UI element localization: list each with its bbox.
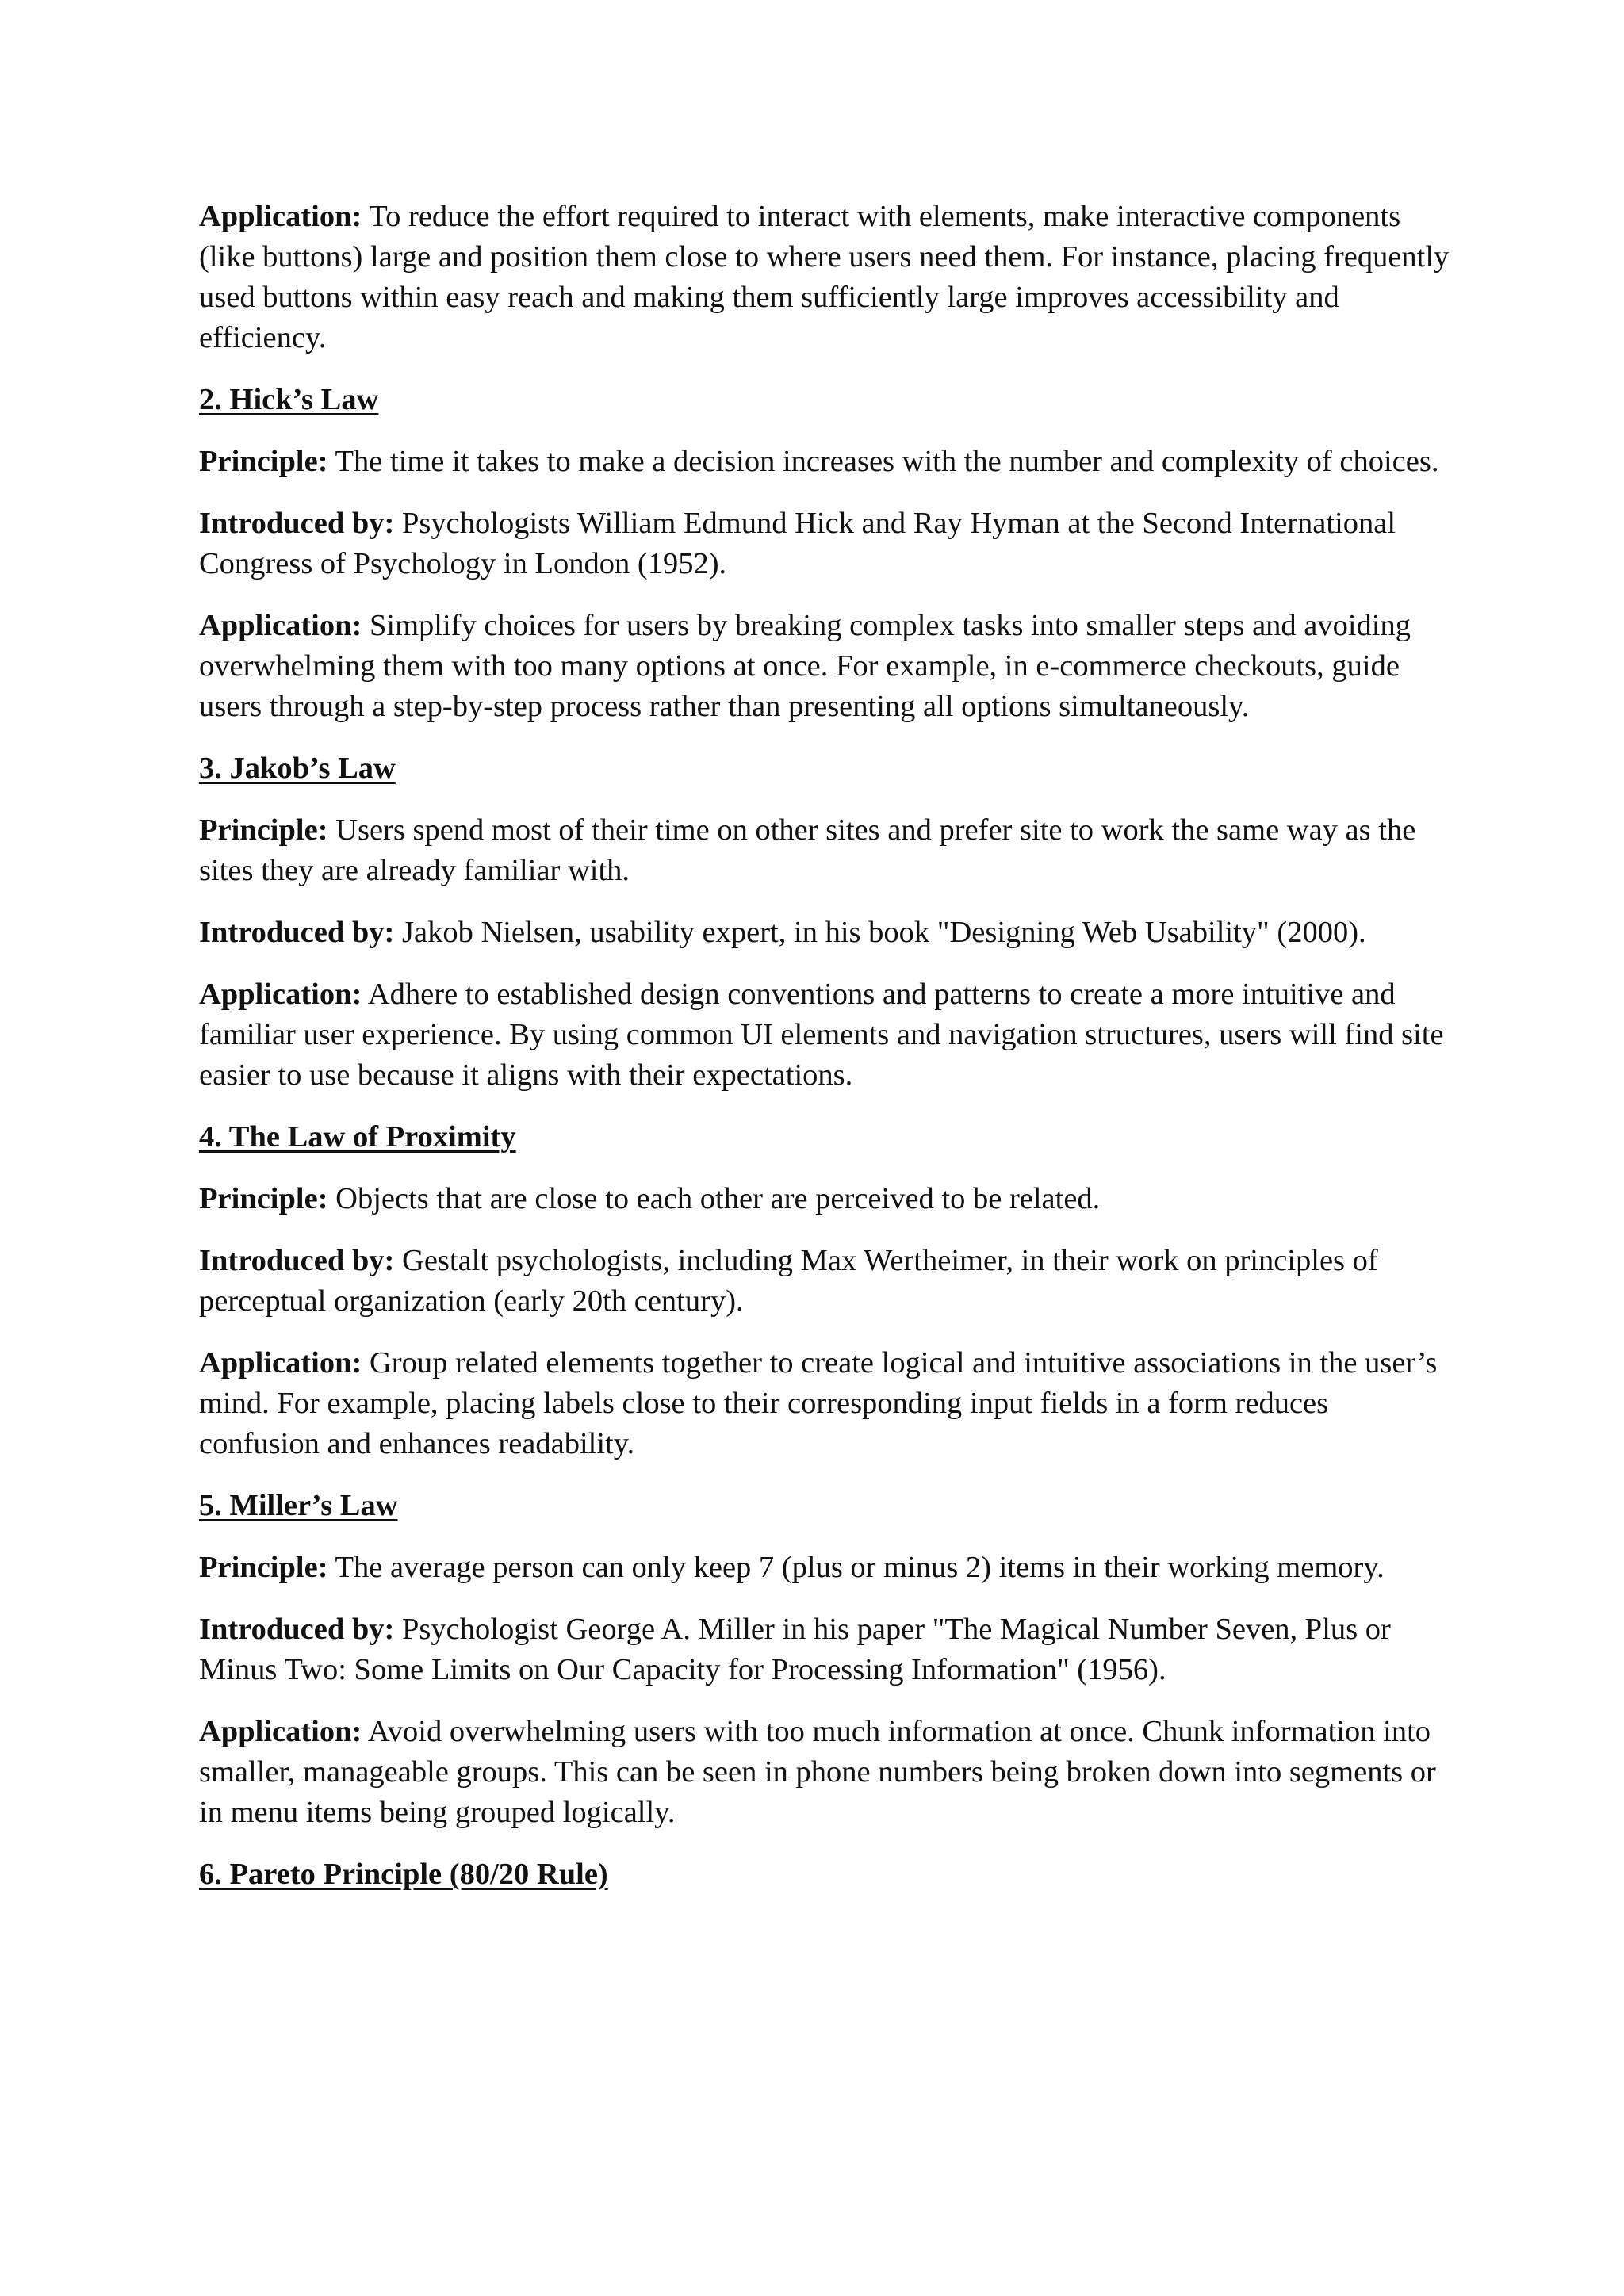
application-paragraph xyxy=(199,1343,1456,1464)
introduced-by-text: Psychologist George A. Miller in his paper "The Magical Number Seven, Plus or Minus Two: Some Limits on Our Capacity for Processing Information" (1956). xyxy=(199,1613,1391,1686)
application-text: To reduce the effort required to interact with elements, make interactive components (like buttons) large and position them close to where users need them. For instance, placing frequently used buttons within easy reach and making them sufficiently large improves accessibility and efficiency. xyxy=(199,200,1450,354)
principle-paragraph xyxy=(199,810,1456,891)
principle-paragraph xyxy=(199,1179,1456,1219)
document-page xyxy=(199,197,1456,1916)
principle-paragraph xyxy=(199,442,1456,482)
section-heading-law-of-proximity: 4. The Law of Proximity xyxy=(199,1120,516,1154)
introduced-by-label: Introduced by: xyxy=(199,1613,395,1646)
intro-application-paragraph xyxy=(199,197,1456,358)
principle-label: Principle: xyxy=(199,1551,328,1584)
introduced-by-paragraph xyxy=(199,1609,1456,1690)
introduced-by-label: Introduced by: xyxy=(199,916,395,949)
principle-label: Principle: xyxy=(199,445,328,478)
principle-label: Principle: xyxy=(199,1182,328,1215)
application-text: Adhere to established design conventions and patterns to create a more intuitive and familiar user experience. By using common UI elements and navigation structures, users will find site easier to use because it aligns with their expectations. xyxy=(199,978,1444,1092)
principle-text: Objects that are close to each other are perceived to be related. xyxy=(327,1182,1101,1215)
introduced-by-label: Introduced by: xyxy=(199,1244,395,1277)
application-label: Application: xyxy=(199,1346,362,1380)
principle-paragraph xyxy=(199,1548,1456,1588)
application-paragraph xyxy=(199,974,1456,1096)
introduced-by-text: Psychologists William Edmund Hick and Ray Hyman at the Second International Congress of Psychology in London (1952). xyxy=(199,507,1396,580)
introduced-by-text: Jakob Nielsen, usability expert, in his book "Designing Web Usability" (2000). xyxy=(394,916,1366,949)
section-heading-millers-law: 5. Miller’s Law xyxy=(199,1489,398,1522)
application-paragraph xyxy=(199,606,1456,727)
principle-text: Users spend most of their time on other sites and prefer site to work the same way as the sites they are already familiar with. xyxy=(199,813,1416,887)
application-text: Group related elements together to create logical and intuitive associations in the user’s mind. For example, placing labels close to their corresponding input fields in a form reduces confusion and enhances readability. xyxy=(199,1346,1438,1460)
introduced-by-label: Introduced by: xyxy=(199,507,395,540)
principle-text: The time it takes to make a decision increases with the number and complexity of choices. xyxy=(327,445,1439,478)
application-text: Avoid overwhelming users with too much information at once. Chunk information into smaller, manageable groups. This can be seen in phone numbers being broken down into segments or in menu items being grouped logically. xyxy=(199,1715,1436,1829)
section-heading-pareto-principle: 6. Pareto Principle (80/20 Rule) xyxy=(199,1858,608,1891)
introduced-by-paragraph xyxy=(199,503,1456,584)
application-label: Application: xyxy=(199,978,362,1011)
application-text: Simplify choices for users by breaking complex tasks into smaller steps and avoiding overwhelming them with too many options at once. For example, in e-commerce checkouts, guide users through a step-by-step process rather than presenting all options simultaneously. xyxy=(199,609,1411,723)
introduced-by-paragraph xyxy=(199,913,1456,953)
application-label: Application: xyxy=(199,1715,362,1748)
application-paragraph xyxy=(199,1712,1456,1833)
principle-label: Principle: xyxy=(199,813,328,847)
application-label: Application: xyxy=(199,609,362,642)
section-heading-jakobs-law: 3. Jakob’s Law xyxy=(199,752,396,785)
principle-text: The average person can only keep 7 (plus or minus 2) items in their working memory. xyxy=(327,1551,1385,1584)
introduced-by-paragraph xyxy=(199,1241,1456,1322)
section-heading-hicks-law: 2. Hick’s Law xyxy=(199,383,379,416)
introduced-by-text: Gestalt psychologists, including Max Wertheimer, in their work on principles of perceptual organization (early 20th century). xyxy=(199,1244,1378,1318)
application-label: Application: xyxy=(199,200,362,233)
